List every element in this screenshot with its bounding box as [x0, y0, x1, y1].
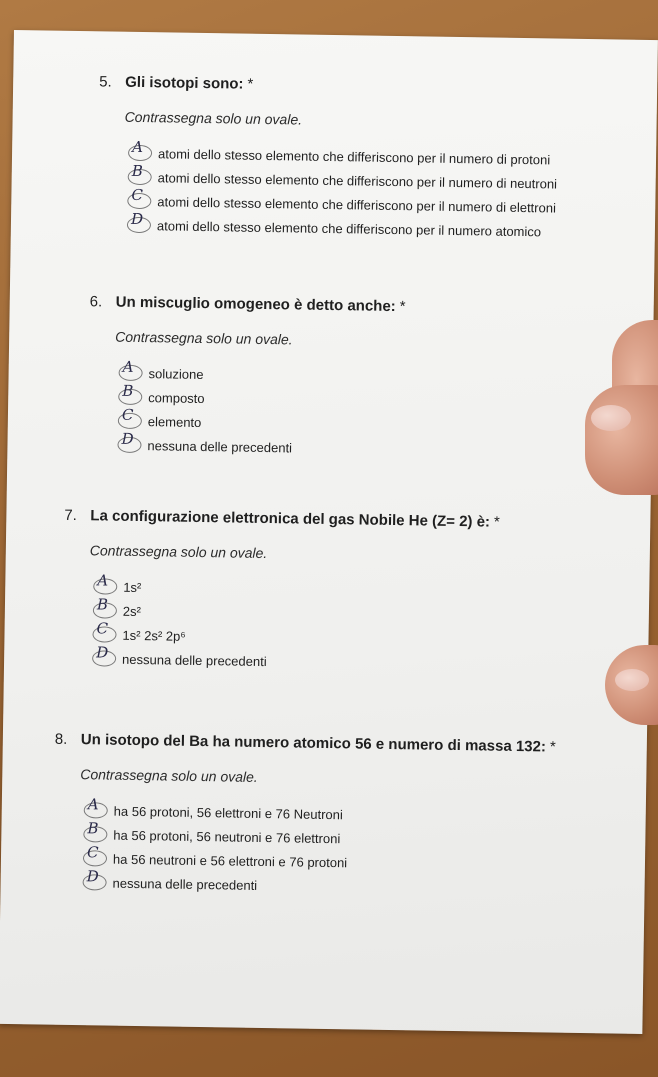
radio-oval[interactable]: [83, 843, 107, 866]
option-d[interactable]: [92, 643, 498, 676]
required-asterisk: *: [549, 738, 556, 756]
option-label: ha 56 protoni, 56 elettroni e 76 Neutroni: [113, 803, 343, 822]
question-title: 8. Un isotopo del Ba ha numero atomico 56 e numero di massa 132: *: [54, 730, 556, 756]
question-hint: Contrassegna solo un ovale.: [115, 328, 293, 348]
option-label: 1s² 2s² 2p⁶: [122, 627, 186, 644]
finger-middle: [585, 385, 658, 495]
option-label: atomi dello stesso elemento che differiscono per il numero atomico: [156, 217, 542, 239]
question-6: [87, 293, 405, 461]
option-label: 1s²: [123, 579, 142, 595]
option-label: ha 56 protoni, 56 neutroni e 76 elettroni: [113, 827, 341, 846]
radio-oval[interactable]: [118, 381, 142, 405]
handwritten-mark: A: [132, 137, 144, 157]
radio-oval[interactable]: [128, 161, 152, 185]
handwritten-mark: D: [130, 209, 144, 229]
radio-oval[interactable]: [92, 643, 116, 666]
required-asterisk: *: [247, 75, 254, 93]
option-label: elemento: [147, 413, 202, 430]
radio-oval[interactable]: [93, 571, 117, 594]
option-label: 2s²: [122, 603, 142, 619]
handwritten-mark: B: [87, 819, 99, 838]
option-label: nessuna delle precedenti: [112, 875, 258, 893]
question-hint: Contrassegna solo un ovale.: [124, 108, 303, 128]
radio-oval[interactable]: [118, 405, 142, 429]
radio-oval[interactable]: [127, 185, 151, 209]
handwritten-mark: B: [122, 381, 134, 400]
radio-oval[interactable]: [84, 795, 108, 818]
fingernail: [591, 405, 631, 431]
radio-oval[interactable]: [128, 137, 152, 161]
option-label: atomi dello stesso elemento che differiscono per il numero di elettroni: [157, 193, 557, 216]
radio-oval[interactable]: [93, 595, 117, 618]
option-label: nessuna delle precedenti: [147, 437, 293, 455]
handwritten-mark: A: [122, 357, 134, 376]
handwritten-mark: C: [121, 405, 134, 424]
handwritten-mark: C: [96, 619, 109, 638]
handwritten-mark: B: [131, 161, 143, 181]
question-8: [52, 731, 555, 902]
radio-oval[interactable]: [127, 209, 151, 233]
radio-oval[interactable]: [82, 867, 106, 890]
radio-oval[interactable]: [83, 819, 107, 842]
handwritten-mark: C: [86, 843, 99, 862]
option-label: ha 56 neutroni e 56 elettroni e 76 protoni: [112, 851, 348, 870]
option-label: nessuna delle precedenti: [122, 651, 267, 669]
quiz-paper-sheet: [0, 30, 658, 1034]
radio-oval[interactable]: [117, 429, 141, 453]
question-title: 6. Un miscuglio omogeneo è detto anche: *: [89, 293, 406, 316]
question-title: 7. La configurazione elettronica del gas Nobile He (Z= 2) è: *: [64, 506, 500, 531]
question-hint: Contrassegna solo un ovale.: [80, 766, 258, 785]
option-d[interactable]: [117, 429, 403, 461]
required-asterisk: *: [399, 298, 406, 316]
question-7: [62, 507, 500, 677]
required-asterisk: *: [493, 513, 500, 531]
handwritten-mark: D: [86, 867, 99, 886]
question-title: 5. Gli isotopi sono: *: [99, 73, 254, 93]
option-label: atomi dello stesso elemento che differiscono per il numero di protoni: [157, 145, 551, 167]
handwritten-mark: C: [131, 185, 144, 205]
radio-oval[interactable]: [92, 619, 116, 642]
option-label: composto: [148, 389, 205, 406]
handwritten-mark: A: [97, 571, 109, 590]
option-label: atomi dello stesso elemento che differiscono per il numero di neutroni: [157, 169, 558, 192]
handwritten-mark: D: [96, 643, 109, 662]
handwritten-mark: A: [87, 795, 99, 814]
handwritten-mark: B: [96, 595, 109, 614]
question-hint: Contrassegna solo un ovale.: [89, 542, 268, 562]
handwritten-mark: D: [121, 429, 134, 448]
radio-oval[interactable]: [119, 357, 143, 381]
question-5: [97, 73, 559, 243]
option-label: soluzione: [148, 365, 204, 382]
fingernail: [615, 669, 649, 691]
